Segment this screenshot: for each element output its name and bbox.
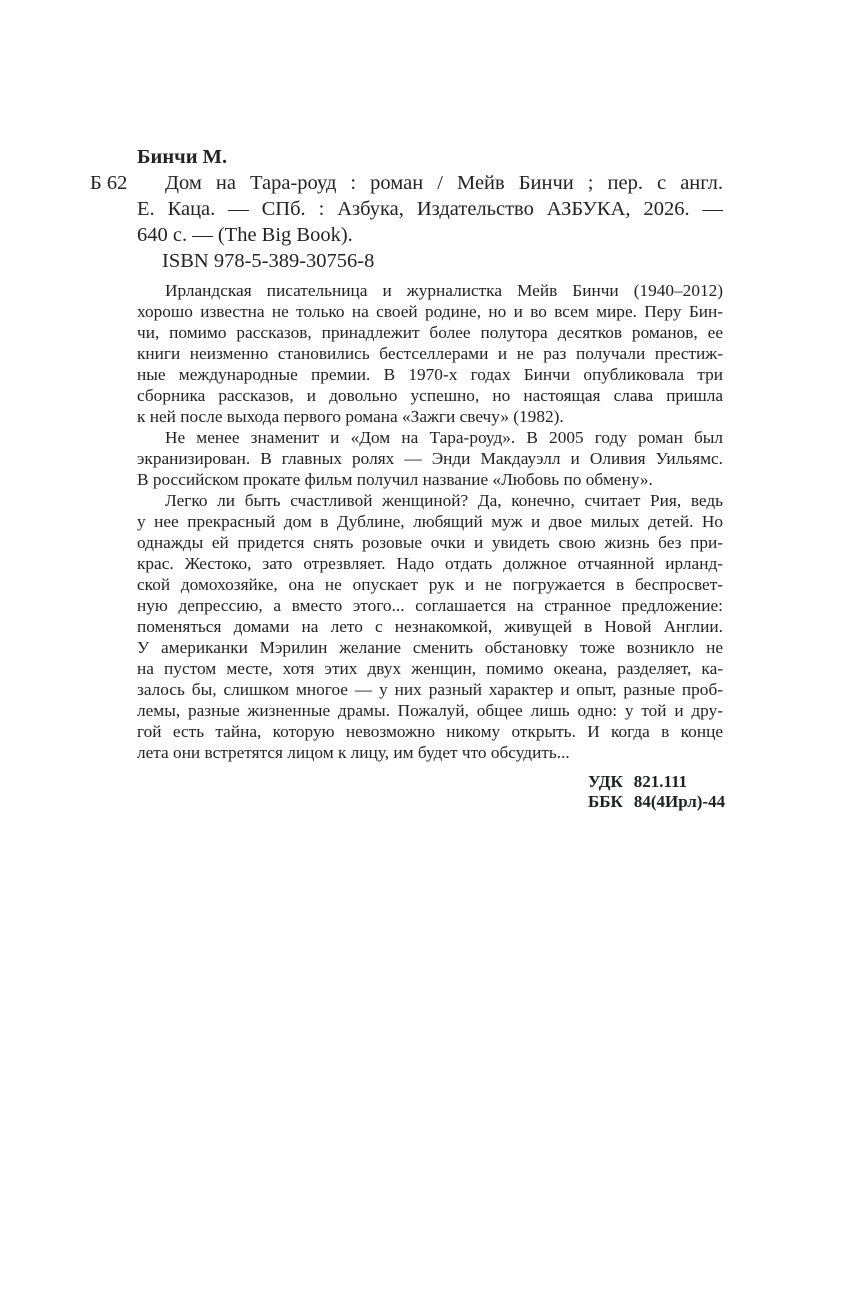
- annotation: [137, 280, 723, 763]
- text-line: У американки Мэрилин желание сменить обстановку тоже возникло не: [137, 638, 723, 657]
- text-line: поменяться домами на лето с незнакомкой, живущей в Новой Англии.: [137, 617, 723, 636]
- udk-value: 821.111: [633, 772, 688, 791]
- bbk-label: ББК: [588, 791, 623, 811]
- paragraph: [137, 427, 723, 490]
- text-line: однажды ей придется снять розовые очки и увидеть свою жизнь без при-: [137, 533, 723, 552]
- bbk-value: 84(4Ирл)-44: [633, 791, 726, 811]
- text-line: хорошо известна не только на своей родине, но и во всем мире. Перу Бин-: [137, 302, 723, 321]
- text-line: Не менее знаменит и «Дом на Тара-роуд». В 2005 году роман был: [165, 428, 723, 447]
- paragraph: [137, 490, 723, 763]
- bibliographic-description: [137, 170, 723, 248]
- text-line: к ней после выхода первого романа «Зажги свечу» (1982).: [137, 407, 564, 426]
- udk-code: [588, 772, 725, 792]
- text-line: ную депрессию, а вместо этого... соглашается на странное предложение:: [137, 596, 723, 615]
- text-line: Е. Каца. — СПб. : Азбука, Издательство АЗБУКА, 2026. —: [137, 198, 723, 220]
- text-line: крас. Жестоко, зато отрезвляет. Надо отдать должное отчаянной ирланд-: [137, 554, 723, 573]
- text-line: залось бы, слишком многое — у них разный характер и опыт, разные проб-: [137, 680, 723, 699]
- isbn-line: ISBN 978-5-389-30756-8: [162, 250, 375, 272]
- text-line: В российском прокате фильм получил название «Любовь по обмену».: [137, 470, 653, 489]
- text-line: гой есть тайна, которую невозможно никому открыть. И когда в конце: [137, 722, 723, 741]
- text-line: 640 с. — (The Big Book).: [137, 224, 353, 246]
- text-line: Ирландская писательница и журналистка Мейв Бинчи (1940–2012): [165, 281, 723, 300]
- author-heading: Бинчи М.: [137, 146, 228, 168]
- text-line: книги неизменно становились бестселлерами и не раз получали престиж-: [137, 344, 723, 363]
- text-line: лета они встретятся лицом к лицу, им будет что обсудить...: [137, 743, 570, 762]
- text-line: у нее прекрасный дом в Дублине, любящий муж и двое милых детей. Но: [137, 512, 723, 531]
- udk-label: УДК: [588, 772, 623, 791]
- classification-codes: [588, 772, 725, 811]
- text-line: чи, помимо рассказов, принадлежит более полутора десятков романов, ее: [137, 323, 723, 342]
- paragraph: [137, 280, 723, 427]
- text-line: на пустом месте, хотя этих двух женщин, помимо океана, разделяет, ка-: [137, 659, 723, 678]
- bbk-code: [588, 792, 725, 812]
- text-line: экранизирован. В главных ролях — Энди Макдауэлл и Оливия Уильямс.: [137, 449, 723, 468]
- text-line: сборника рассказов, и довольно успешно, но настоящая слава пришла: [137, 386, 723, 405]
- text-line: ской домохозяйке, она не опускает рук и не погружается в беспросвет-: [137, 575, 723, 594]
- text-line: лемы, разные жизненные драмы. Пожалуй, общее лишь одно: у той и дру-: [137, 701, 723, 720]
- text-line: Легко ли быть счастливой женщиной? Да, конечно, считает Рия, ведь: [165, 491, 723, 510]
- catalog-index-code: Б 62: [90, 172, 128, 194]
- text-line: ные международные премии. В 1970-х годах Бинчи опубликовала три: [137, 365, 723, 384]
- text-line: Дом на Тара-роуд : роман / Мейв Бинчи ; пер. с англ.: [165, 172, 723, 194]
